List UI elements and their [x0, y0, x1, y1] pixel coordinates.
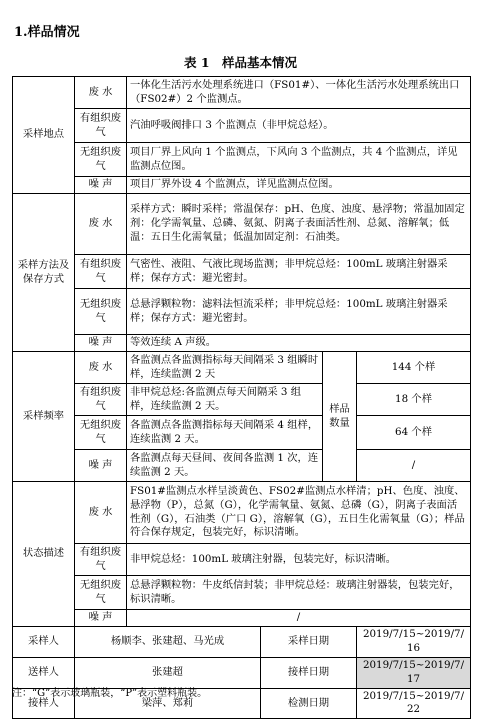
row-text: /	[127, 610, 471, 627]
row-text: 非甲烷总烃：100mL 玻璃注射器，包装完好，标识清晰。	[127, 544, 471, 576]
frequency-label: 采样频率	[13, 352, 75, 482]
row-text: 一体化生活污水处理系统进口（FS01#）、一体化生活污水处理系统出口（FS02#）2 个监测点。	[127, 77, 471, 109]
date-value: 2019/7/15~2019/7/17	[357, 657, 471, 688]
row-text: 非甲烷总烃:各监测点每天间隔采 3 组样，连续监测 2 天。	[127, 384, 323, 416]
date-value: 2019/7/15~2019/7/16	[357, 627, 471, 658]
sample-count: 64 个样	[357, 416, 471, 450]
table-row	[13, 77, 471, 109]
row-type: 无组织废气	[75, 143, 127, 177]
role-names: 梁萍、郑莉	[75, 688, 261, 719]
role-label: 采样人	[13, 627, 75, 658]
row-type: 无组织废气	[75, 576, 127, 610]
table-row	[13, 627, 471, 658]
table-row	[13, 544, 471, 576]
row-type: 噪 声	[75, 335, 127, 352]
table-title: 表 1 样品基本情况	[183, 55, 298, 70]
row-text: 各监测点每天昼间、夜间各监测 1 次，连续监测 2 天。	[127, 450, 323, 482]
sample-count: 18 个样	[357, 384, 471, 416]
row-text: 各监测点各监测指标每天间隔采 3 组瞬时样，连续监测 2 天	[127, 352, 323, 384]
table-row	[13, 335, 471, 352]
methods-label: 采样方法及保存方式	[13, 194, 75, 352]
row-text: 总悬浮颗粒物：牛皮纸信封装；非甲烷总烃：玻璃注射器装，包装完好，标识清晰。	[127, 576, 471, 610]
row-type: 无组织废气	[75, 289, 127, 335]
row-text: 气密性、液阻、气液比现场监测；非甲烷总烃：100mL 玻璃注射器采样；保存方式：避光密封。	[127, 255, 471, 289]
row-text: 采样方式：瞬时采样；常温保存：pH、色度、浊度、悬浮物；常温加固定剂：化学需氧量、总磷、氨氮、阴离子表面活性剂、总氮、溶解氧；低温：五日生化需氧量；低温加固定剂：石油类。	[127, 194, 471, 255]
sample-count: /	[357, 450, 471, 482]
date-label: 采样日期	[261, 627, 357, 658]
table-row	[13, 450, 471, 482]
row-type: 噪 声	[75, 450, 127, 482]
table-row	[13, 143, 471, 177]
table-note: 注：“G”表示玻璃瓶装，“P”表示塑料瓶装。	[12, 688, 208, 699]
table-row	[13, 384, 471, 416]
row-type: 有组织废气	[75, 109, 127, 143]
table-row	[13, 352, 471, 384]
row-text: FS01#监测点水样呈淡黄色、FS02#监测点水样清；pH、色度、浊度、悬浮物（P），总氮（G），化学需氧量、氨氮、总磷（G），阴离子表面活性剂（G），石油类（广口 G），溶解氧（G），五日生化需氧量（G）；样品符合保存规定，包装完好，标识清晰。	[127, 482, 471, 544]
sites-label: 采样地点	[13, 77, 75, 194]
date-label: 接样日期	[261, 657, 357, 688]
row-type: 有组织废气	[75, 384, 127, 416]
row-text: 项目厂界上风向 1 个监测点，下风向 3 个监测点，共 4 个监测点，详见监测点位图。	[127, 143, 471, 177]
table-row	[13, 177, 471, 194]
role-names: 杨顺李、张建超、马光成	[75, 627, 261, 658]
section-title: 1.样品情况	[14, 25, 80, 40]
table-row	[13, 610, 471, 627]
row-type: 无组织废气	[75, 416, 127, 450]
role-label: 接样人	[13, 688, 75, 719]
table-row	[13, 416, 471, 450]
sample-count: 144 个样	[357, 352, 471, 384]
sample-info-table	[12, 76, 471, 719]
table-row	[13, 576, 471, 610]
sample-count-header: 样品数量	[323, 352, 357, 482]
row-type: 噪 声	[75, 177, 127, 194]
row-text: 汽油呼吸阀排口 3 个监测点（非甲烷总烃）。	[127, 109, 471, 143]
role-label: 送样人	[13, 657, 75, 688]
status-label: 状态描述	[13, 482, 75, 627]
row-type: 废 水	[75, 77, 127, 109]
row-type: 有组织废气	[75, 255, 127, 289]
row-type: 废 水	[75, 194, 127, 255]
table-row	[13, 109, 471, 143]
row-text: 各监测点各监测指标每天间隔采 4 组样，连续监测 2 天。	[127, 416, 323, 450]
table-row	[13, 255, 471, 289]
row-type: 有组织废气	[75, 544, 127, 576]
row-type: 废 水	[75, 482, 127, 544]
role-names: 张建超	[75, 657, 261, 688]
table-row	[13, 194, 471, 255]
date-value: 2019/7/15~2019/7/22	[357, 688, 471, 719]
row-type: 废 水	[75, 352, 127, 384]
row-text: 总悬浮颗粒物：滤料法恒流采样；非甲烷总烃：100mL 玻璃注射器采样；保存方式：避光密封。	[127, 289, 471, 335]
table-row	[13, 482, 471, 544]
row-text: 项目厂界外设 4 个监测点，详见监测点位图。	[127, 177, 471, 194]
row-type: 噪 声	[75, 610, 127, 627]
row-text: 等效连续 A 声级。	[127, 335, 471, 352]
table-row	[13, 289, 471, 335]
date-label: 检测日期	[261, 688, 357, 719]
